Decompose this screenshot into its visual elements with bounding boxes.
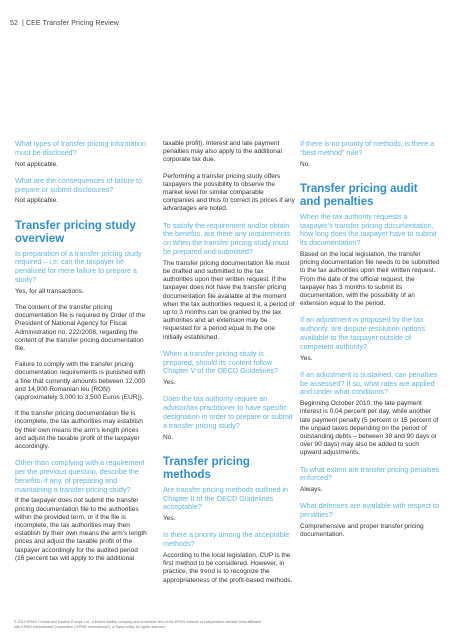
section-heading: Transfer pricing study overview	[15, 219, 136, 245]
footer-line: with KPMG International Cooperative (“KPMG International”), a Swiss entity. All rights reserved.	[14, 625, 166, 629]
column-2	[163, 140, 295, 593]
column-3	[300, 140, 440, 547]
answer: No.	[300, 160, 311, 168]
answer: Always.	[300, 486, 323, 494]
question: If an adjustment is sustained, can penalties be assessed? If so, what rates are applied and under what conditions?	[300, 369, 438, 397]
paragraph: According to the local legislation, CUP is the first method to be considered. However, in practice, the trend is to recognize the appropriateness of the profit-based methods.	[163, 552, 293, 584]
question: If an adjustment is proposed by the tax authority, are dispute resolution options available to the taxpayer outside of competent authority?	[300, 315, 425, 351]
question: If there is no priority of methods, is there a “best method” rule?	[300, 139, 435, 157]
answer: Yes.	[300, 354, 313, 362]
question: When the tax authority requests a taxpayer’s transfer pricing documentation, how long does the taxpayer have to submit its documentation?	[300, 211, 437, 248]
answer: Not applicable.	[15, 197, 58, 205]
section-heading: Transfer pricing audit and penalties	[300, 182, 418, 208]
question: Are transfer pricing methods outlined in Chapter II of the OECD Guidelines acceptable?	[163, 484, 289, 512]
question: What defenses are available with respect to penalties?	[300, 501, 440, 520]
question: Does the tax authority require an advisor/tax practitioner to have specific designation in order to prepare or submit a transfer pricing study?	[163, 394, 293, 430]
question: When a transfer pricing study is prepared, should its content follow Chapter V of the OECD Guidelines?	[163, 348, 279, 376]
question: To satisfy the requirement and/or obtain the benefits, are there any requirements on when the transfer pricing study must be prepared and submitted?	[163, 220, 291, 257]
answer: Not applicable.	[15, 160, 58, 168]
question: What types of transfer pricing information must be disclosed?	[15, 139, 147, 157]
paragraph: The content of the transfer pricing documentation file is required by Order of the President of National Agency for Fiscal Administration no. 222/2008, regarding the content of the transfer pricing documentation file.	[15, 303, 146, 352]
question: To what extent are transfer pricing penalties enforced?	[300, 464, 440, 483]
column-1	[15, 140, 147, 571]
paragraph: Based on the local legislation, the transfer pricing documentation file needs to be submitted to the tax authorities upon their written request. From the date of the official request, the taxpayer has 3 months to submit its documentation, with the possibility of an extension equal to the period.	[300, 250, 440, 308]
copyright-footer	[14, 620, 439, 630]
paragraph: Failure to comply with the transfer pricing documentation requirements is punished with a fine that currently amounts between 12,000 and 14,000 Romanian leu (RON) (approximately 3,000 to 3,500 Euros (EUR)).	[15, 361, 146, 402]
paragraph: The transfer pricing documentation file must be drafted and submitted to the tax authorities upon their written request. If the taxpayer does not have the transfer pricing documentation file available at the moment when the tax authorities request it, a period of up to 3 months can be granted by the tax authorities and an extension may be requested for a period equal to the one initially established.	[163, 259, 295, 341]
answer: Yes.	[163, 379, 176, 387]
question: Is preparation of a transfer pricing study required – i.e. can the taxpayer be penalized for mere failure to prepare a study?	[15, 248, 142, 284]
question: What are the consequences of failure to prepare or submit disclosures?	[15, 175, 143, 194]
paragraph: If the taxpayer does not submit the transfer pricing documentation file to the authorities within the provided term, or if the file is incomplete, the tax authorities may then establish by their own means the arm’s length prices and adjust the taxable profit of the taxpayer accordingly for the audited period (16 percent tax will apply to the additional	[15, 497, 147, 562]
paragraph: Comprehensive and proper transfer pricing documentation.	[300, 523, 424, 539]
answer: Yes.	[163, 515, 176, 523]
running-title: | CEE Transfer Pricing Review	[22, 20, 119, 27]
question: Is there a priority among the acceptable methods?	[163, 530, 290, 549]
page-number: 52	[10, 20, 18, 27]
paragraph: Beginning October 2010, the late payment interest is 0.04 percent per day, while another late payment penalty (5 percent or 15 percent of the unpaid taxes depending on the period of outstanding debts – between 30 and 90 days or over 90 days) may also be added to such upward adjustments.	[300, 400, 439, 457]
section-heading: Transfer pricing methods	[163, 455, 250, 481]
answer: No.	[163, 433, 174, 441]
answer: Yes, for all transactions.	[15, 287, 84, 295]
footer-line: © 2013 KPMG Central and Eastern Europe Ltd., a limited liability company and a member firm of the KPMG network of independent member firms affiliated	[14, 620, 261, 624]
paragraph: taxable profit). Interest and late payment penalties may also apply to the additional corporate tax due.	[163, 140, 282, 164]
paragraph: Performing a transfer pricing study offers taxpayers the possibility to observe the market level for similar comparable companies and thus to correct its prices if any advantages are noted.	[163, 172, 295, 213]
paragraph: If the transfer pricing documentation file is incomplete, the tax authorities may establish by their own means the arm’s length prices and adjust the taxable profit of the taxpayer accordingly.	[15, 410, 143, 451]
question: Other than complying with a requirement per the previous question, describe the benefits, if any, of preparing and maintaining a transfer pricing study?	[15, 458, 145, 494]
